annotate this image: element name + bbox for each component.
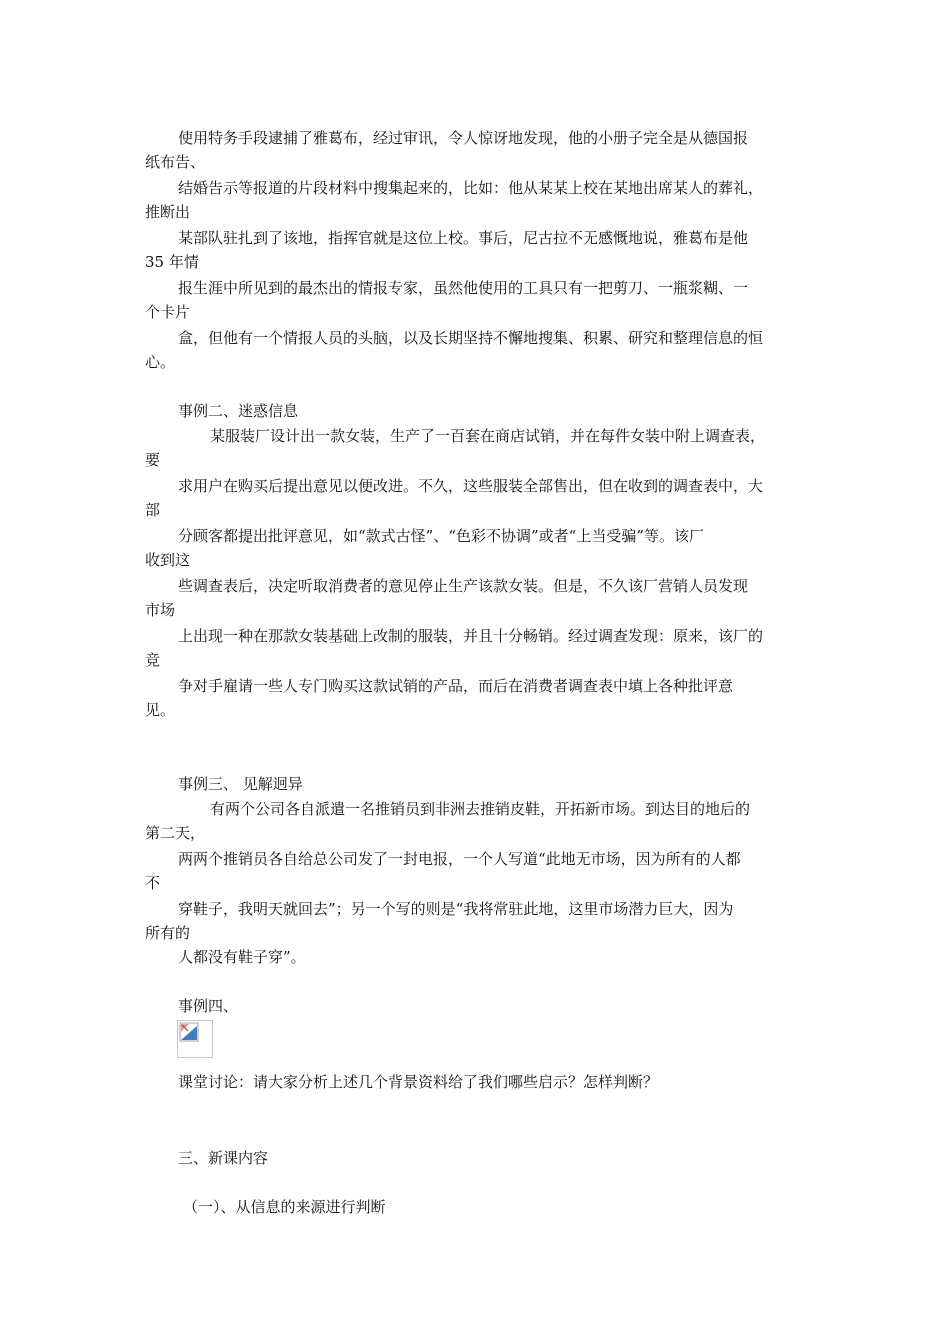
case3-line-1-wrap: 第二天， [145, 824, 206, 842]
case2-line-3-wrap: 收到这 [145, 551, 191, 569]
intro-line-4: 报生涯中所见到的最杰出的情报专家，虽然他使用的工具只有一把剪刀、一瓶浆糊、一 [178, 279, 749, 297]
case2-line-4: 些调查表后，决定听取消费者的意见停止生产该款女装。但是，不久该厂营销人员发现 [178, 577, 749, 595]
intro-line-5: 盒，但他有一个情报人员的头脑，以及长期坚持不懈地搜集、积累、研究和整理信息的恒 [178, 329, 764, 347]
case2-line-6-wrap: 见。 [145, 701, 176, 719]
case3-line-2: 两两个推销员各自给总公司发了一封电报，一个人写道“此地无市场，因为所有的人都 [178, 850, 741, 868]
intro-line-3: 某部队驻扎到了该地，指挥官就是这位上校。事后，尼古拉不无感慨地说，雅葛布是他 [178, 229, 749, 247]
subsection-heading: （一）、从信息的来源进行判断 [183, 1198, 386, 1216]
case4-heading: 事例四、 [178, 997, 239, 1015]
case2-line-1: 某服装厂设计出一款女装，生产了一百套在商店试销，并在每件女装中附上调查表， [210, 427, 766, 445]
section-heading: 三、新课内容 [178, 1149, 269, 1167]
case3-line-1: 有两个公司各自派遣一名推销员到非洲去推销皮鞋，开拓新市场。到达目的地后的 [210, 800, 751, 818]
case2-heading: 事例二、迷惑信息 [178, 402, 299, 420]
intro-line-1-wrap: 纸布告、 [145, 153, 206, 171]
discussion-prompt: 课堂讨论：请大家分析上述几个背景资料给了我们哪些启示？怎样判断？ [178, 1073, 659, 1091]
case2-line-4-wrap: 市场 [145, 601, 176, 619]
broken-image-glyph [179, 1022, 199, 1042]
case3-line-3: 穿鞋子，我明天就回去”；另一个写的则是“我将常驻此地，这里市场潜力巨大，因为 [178, 900, 734, 918]
case2-line-3: 分顾客都提出批评意见，如“款式古怪”、“色彩不协调”或者“上当受骗”等。该厂 [178, 527, 705, 545]
intro-line-4-wrap: 个卡片 [145, 303, 191, 321]
intro-line-2: 结婚告示等报道的片段材料中搜集起来的，比如：他从某某上校在某地出席某人的葬礼， [178, 179, 764, 197]
case2-line-2-wrap: 部 [145, 501, 161, 519]
case2-line-2: 求用户在购买后提出意见以便改进。不久，这些服装全部售出，但在收到的调查表中，大 [178, 477, 764, 495]
case3-line-2-wrap: 不 [145, 874, 161, 892]
intro-line-2-wrap: 推断出 [145, 203, 191, 221]
case3-heading: 事例三、 见解迥异 [178, 775, 303, 793]
case2-line-6: 争对手雇请一些人专门购买这款试销的产品，而后在消费者调查表中填上各种批评意 [178, 677, 734, 695]
intro-line-5-wrap: 心。 [145, 353, 176, 371]
broken-image-icon [177, 1020, 213, 1058]
intro-line-3-wrap: 35 年情 [145, 253, 199, 271]
case3-line-4: 人都没有鞋子穿”。 [178, 948, 306, 966]
case3-line-3-wrap: 所有的 [145, 924, 191, 942]
case2-line-1-wrap: 要 [145, 451, 161, 469]
case2-line-5-wrap: 竞 [145, 651, 161, 669]
intro-line-1: 使用特务手段逮捕了雅葛布，经过审讯，令人惊讶地发现，他的小册子完全是从德国报 [178, 129, 749, 147]
case2-line-5: 上出现一种在那款女装基础上改制的服装，并且十分畅销。经过调查发现：原来，该厂的 [178, 627, 764, 645]
